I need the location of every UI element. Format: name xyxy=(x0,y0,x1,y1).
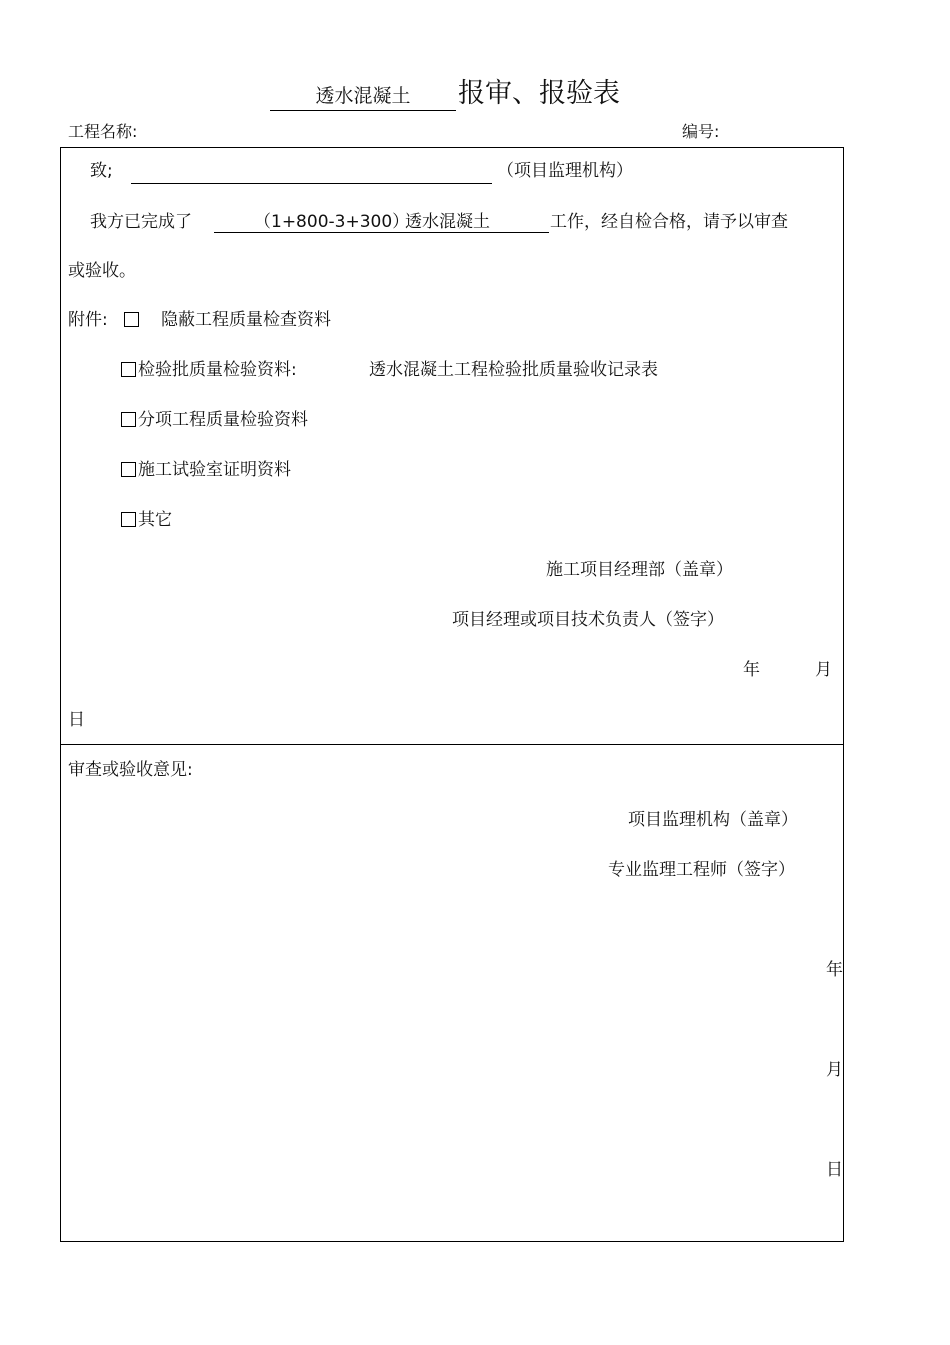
statement-suffix: 工作，经自检合格，请予以审查 xyxy=(550,212,788,232)
attachment-concealed-inspection: 隐蔽工程质量检查资料 xyxy=(161,310,331,330)
number-label: 编号: xyxy=(682,122,720,141)
title-subject: 透水混凝土 xyxy=(270,82,456,111)
supervisor-seal-label: 项目监理机构（盖章） xyxy=(628,810,798,830)
checkbox-concealed-inspection[interactable] xyxy=(124,312,139,327)
attachments-label: 附件: xyxy=(68,310,108,330)
contractor-sign-label: 项目经理或项目技术负责人（签字） xyxy=(452,610,724,630)
contractor-date-year: 年 xyxy=(743,660,760,680)
attachment-other: 其它 xyxy=(138,510,172,530)
statement-prefix: 我方已完成了 xyxy=(90,212,192,232)
review-opinion-label: 审查或验收意见: xyxy=(68,760,193,780)
attachment-batch-inspection: 检验批质量检验资料: xyxy=(138,360,297,380)
recipient-field[interactable] xyxy=(131,161,492,184)
contractor-date-month: 月 xyxy=(815,660,832,680)
attachment-batch-inspection-value: 透水混凝土工程检验批质量验收记录表 xyxy=(369,360,658,380)
project-name-label: 工程名称: xyxy=(68,122,138,141)
work-location: （1+800-3+300） xyxy=(254,212,410,232)
supervisor-date-day: 日 xyxy=(826,1160,843,1180)
supervisor-date-month: 月 xyxy=(826,1060,843,1080)
work-item: 透水混凝土 xyxy=(405,212,490,232)
application-section xyxy=(60,147,844,745)
checkbox-subitem-inspection[interactable] xyxy=(121,412,136,427)
checkbox-lab-certificate[interactable] xyxy=(121,462,136,477)
to-label: 致; xyxy=(90,161,113,181)
page-title: 报审、报验表 xyxy=(458,78,620,109)
statement-continuation: 或验收。 xyxy=(68,261,136,281)
checkbox-other[interactable] xyxy=(121,512,136,527)
supervisor-date-year: 年 xyxy=(826,960,843,980)
checkbox-batch-inspection[interactable] xyxy=(121,362,136,377)
attachment-lab-certificate: 施工试验室证明资料 xyxy=(138,460,291,480)
to-suffix: （项目监理机构） xyxy=(497,161,633,181)
contractor-seal-label: 施工项目经理部（盖章） xyxy=(546,560,733,580)
attachment-subitem-inspection: 分项工程质量检验资料 xyxy=(138,410,308,430)
supervisor-sign-label: 专业监理工程师（签字） xyxy=(608,860,795,880)
contractor-date-day: 日 xyxy=(68,710,85,730)
